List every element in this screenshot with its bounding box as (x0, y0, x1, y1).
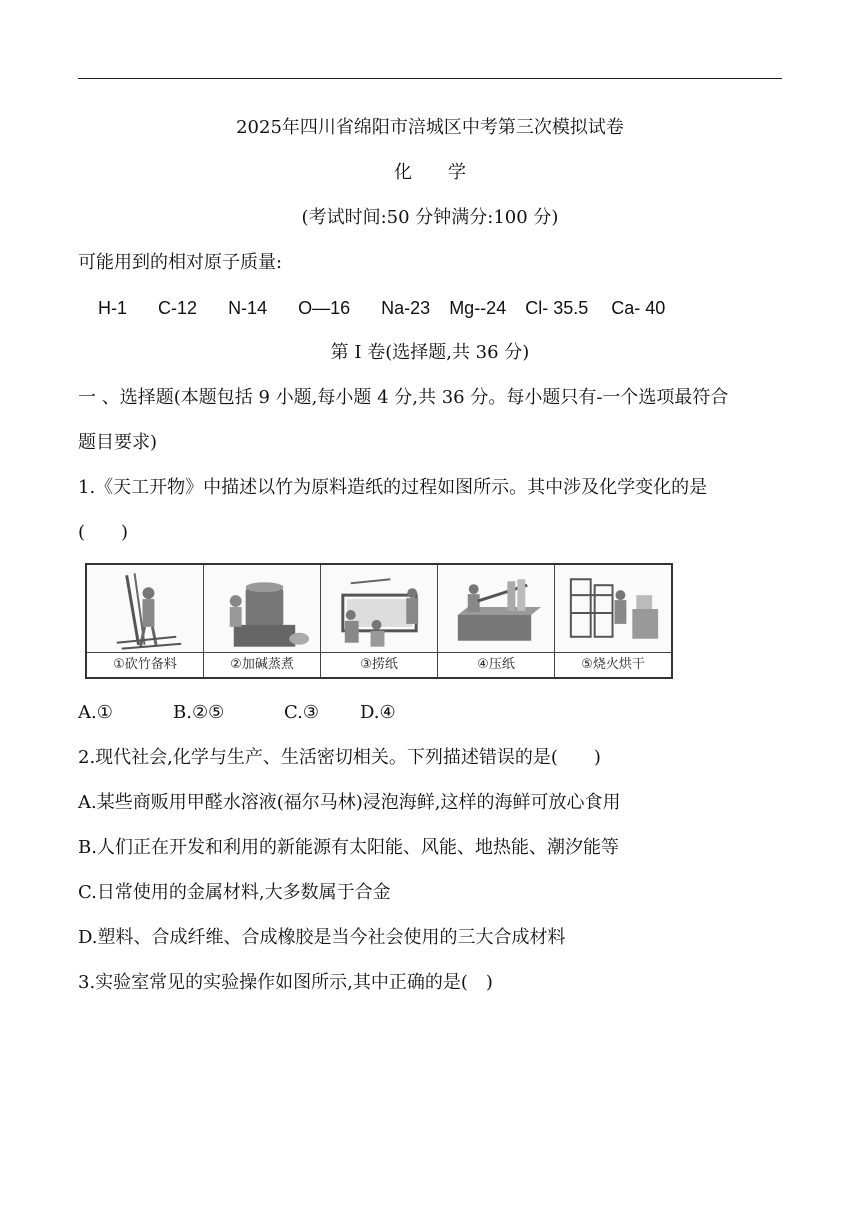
question-2-option-a[interactable]: A.某些商贩用甲醛水溶液(福尔马林)浸泡海鲜,这样的海鲜可放心食用 (78, 792, 621, 813)
atomic-mass-label: 可能用到的相对原子质量: (78, 252, 283, 273)
option-c[interactable]: C.③ (284, 702, 319, 723)
option-b[interactable]: B.②⑤ (173, 702, 225, 723)
question-2-option-b[interactable]: B.人们正在开发和利用的新能源有太阳能、风能、地热能、潮汐能等 (78, 837, 619, 858)
question-1-stem: 1.《天工开物》中描述以竹为原料造纸的过程如图所示。其中涉及化学变化的是 (78, 477, 708, 498)
exam-title: 2025年四川省绵阳市涪城区中考第三次模拟试卷 (236, 117, 624, 138)
top-rule (78, 78, 782, 79)
question-1-options (78, 701, 396, 725)
question-3-stem: 3.实验室常见的实验操作如图所示,其中正确的是( ) (78, 972, 493, 993)
figure-caption: ①砍竹备料 (87, 652, 203, 677)
figure-panel-press (438, 565, 555, 677)
figure-panel-cut-bamboo (87, 565, 204, 677)
atomic-mass-item: Na-23 (381, 298, 431, 318)
subject-title: 化 学 (394, 162, 466, 183)
atomic-mass-item: N-14 (228, 298, 268, 318)
dry-illustration (555, 565, 671, 655)
press-illustration (438, 565, 554, 655)
question-1-bracket: ( ) (78, 522, 129, 543)
atomic-mass-item: Cl- 35.5 (525, 298, 589, 318)
figure-caption: ⑤烧火烘干 (555, 652, 671, 677)
exam-info: (考试时间:50 分钟满分:100 分) (301, 207, 559, 228)
question-2-option-d[interactable]: D.塑料、合成纤维、合成橡胶是当今社会使用的三大合成材料 (78, 927, 566, 948)
atomic-mass-item: C-12 (158, 298, 198, 318)
option-a[interactable]: A.① (78, 702, 113, 723)
atomic-mass-list (98, 296, 691, 320)
figure-panel-dry (555, 565, 671, 677)
question-2-option-c[interactable]: C.日常使用的金属材料,大多数属于合金 (78, 882, 391, 903)
figure-caption: ③捞纸 (321, 652, 437, 677)
figure-panel-scoop (321, 565, 438, 677)
section-instructions: 一 、选择题(本题包括 9 小题,每小题 4 分,共 36 分。每小题只有-一个选项最符合 (78, 387, 729, 408)
figure-caption: ②加碱蒸煮 (204, 652, 320, 677)
atomic-mass-item: Ca- 40 (611, 298, 666, 318)
papermaking-figure (85, 563, 673, 679)
section-title: 第 I 卷(选择题,共 36 分) (330, 342, 530, 363)
atomic-mass-item: O—16 (298, 298, 351, 318)
figure-panel-boil (204, 565, 321, 677)
cut-bamboo-illustration (87, 565, 203, 655)
atomic-mass-item: H-1 (98, 298, 128, 318)
atomic-mass-item: Mg--24 (449, 298, 507, 318)
question-2-stem: 2.现代社会,化学与生产、生活密切相关。下列描述错误的是( ) (78, 747, 601, 768)
boil-illustration (204, 565, 320, 655)
figure-caption: ④压纸 (438, 652, 554, 677)
option-d[interactable]: D.④ (360, 702, 396, 723)
section-instructions-cont: 题目要求) (78, 432, 158, 453)
scoop-illustration (321, 565, 437, 655)
